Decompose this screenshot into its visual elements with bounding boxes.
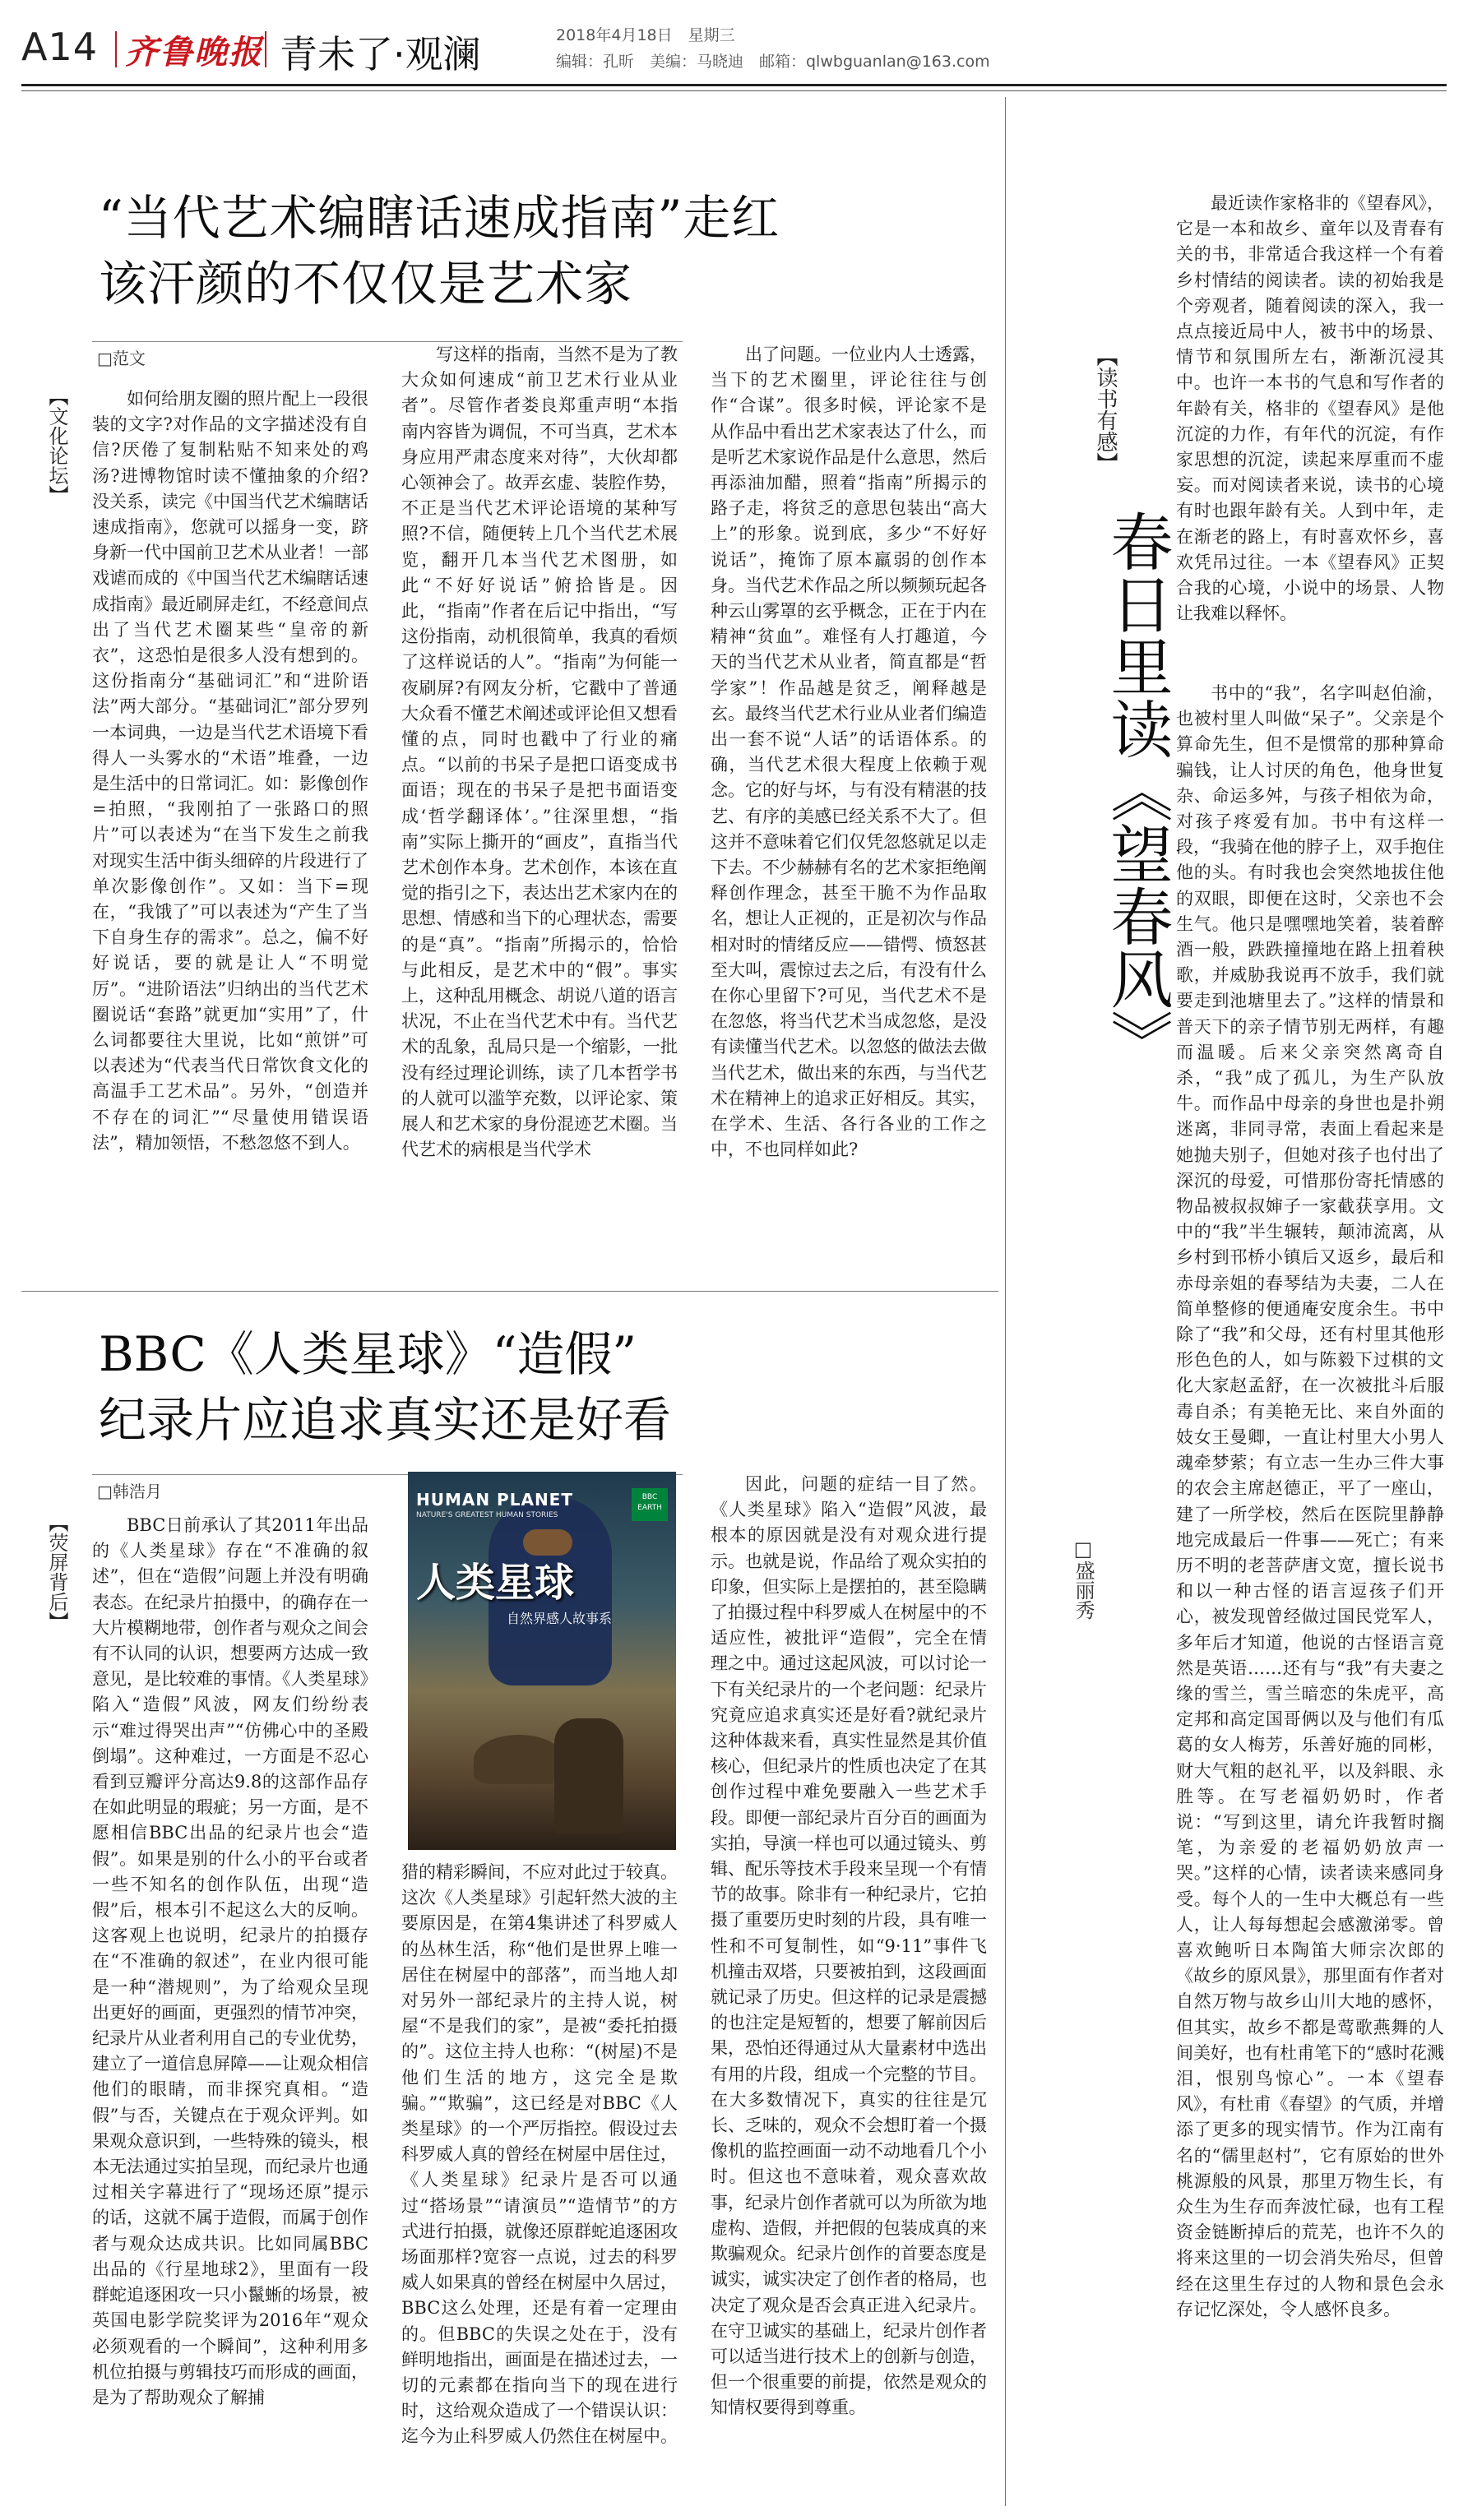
article1-title-line1: “当代艺术编瞎话速成指南”走红	[99, 190, 780, 246]
article2-col1-text: BBC日前承认了其2011年出品的《人类星球》存在“不准确的叙述”，但在“造假”问题上并没有明确表态。在纪录片拍摄中，的确存在一大片模糊地带，创作者与观众之间会有不认同的认识，想要两方达成一致意见，是比较难的事情。《人类星球》陷入“造假”风波，网友们纷纷表示“难过得哭出声”“仿佛心中的圣殿倒塌”。这种难过，一方面是不忍心看到豆瓣评分高达9.8的这部作品存在如此明显的瑕疵；另一方面，是不愿相信BBC出品的纪录片也会“造假”。如果是别的什么小的平台或者一些不知名的创作队伍，出现“造假”后，根本引不起这么大的反响。这客观上也说明，纪录片的拍摄存在“不准确的叙述”，在业内很可能是一种“潜规则”，为了给观众呈现出更好的画面，更强烈的情节冲突，纪录片从业者利用自己的专业优势，建立了一道信息屏障——让观众相信他们的眼睛，而非探究真相。“造假”与否，关键点在于观众评判。如果观众意识到，一些特殊的镜头，根本无法通过实拍呈现，而纪录片也通过相关字幕进行了“现场还原”提示的话，这就不属于造假，而属于创作者与观众达成共识。比如同属BBC出品的《行星地球2》，里面有一段群蛇追逐困攻一只小鬣蜥的场景，被英国电影学院奖评为2016年“观众必须观看的一个瞬间”，这种利用多机位拍摄与剪辑技巧而形成的画面，是为了帮助观众了解捕	[92, 1515, 368, 2407]
article1-col1-text: 如何给朋友圈的照片配上一段很装的文字?对作品的文字描述没有自信?厌倦了复制粘贴不知来处的鸡汤?进博物馆时读不懂抽象的介绍?没关系，读完《中国当代艺术编瞎话速成指南》，您就可以摇身一变，跻身新一代中国前卫艺术从业者！一部戏谑而成的《中国当代艺术编瞎话速成指南》最近刷屏走红，不经意间点出了当代艺术圈某些“皇帝的新衣”，这恐怕是很多人没有想到的。这份指南分“基础词汇”和“进阶语法”两大部分。“基础词汇”部分罗列一本词典，一边是当代艺术语境下看得人一头雾水的“术语”堆叠，一边是生活中的日常词汇。如：影像创作=拍照，“我刚拍了一张路口的照片”可以表述为“在当下发生之前我对现实生活中街头细碎的片段进行了单次影像创作”。又如：当下=现在，“我饿了”可以表述为“产生了当下自身生存的需求”。总之，偏不好好说话，要的就是让人“不明觉厉”。“进阶语法”归纳出的当代艺术圈说话“套路”就更加“实用”了，什么词都要往大里说，比如“煎饼”可以表述为“代表当代日常饮食文化的高温手工艺术品”。另外，“创造并不存在的词汇”“尽量使用错误语法”，精加领悟，不愁忽悠不到人。	[92, 389, 368, 1153]
article1-col2-text: 写这样的指南，当然不是为了教大众如何速成“前卫艺术行业从业者”。尽管作者娄良郑重声明“本指南内容皆为调侃，不可当真，艺术本身应用严肃态度来对待”，大伙却都心领神会了。故弄玄虚、装腔作势，不正是当代艺术评论语境的某种写照?不信，随便转上几个当代艺术展览，翻开几本当代艺术图册，如此“不好好说话”俯拾皆是。因此，“指南”作者在后记中指出，“写这份指南，动机很简单，我真的看烦了这样说话的人”。“指南”为何能一夜刷屏?有网友分析，它戳中了普通大众看不懂艺术阐述或评论但又想看懂的点，同时也戳中了行业的痛点。“以前的书呆子是把口语变成书面语；现在的书呆子是把书面语变成‘哲学翻译体’。”往深里想，“指南”实际上撕开的“画皮”，直指当代艺术创作本身。艺术创作，本该在直觉的指引之下，表达出艺术家内在的思想、情感和当下的心理状态，需要的是“真”。“指南”所揭示的，恰恰与此相反，是艺术中的“假”。事实上，这种乱用概念、胡说八道的语言状况，不止在当代艺术中有。当代艺术的乱象，乱局只是一个缩影，一批没有经过理论训练，读了几本哲学书的人就可以滥竽充数，以评论家、策展人和艺术家的身份混迹艺术圈。当代艺术的病根是当代学术	[401, 344, 678, 1160]
article1-col1	[92, 386, 368, 1283]
article3-byline: □盛丽秀	[1072, 1537, 1095, 1620]
article1-title-line2: 该汗颜的不仅仅是艺术家	[99, 256, 633, 312]
article2-column-label: 【荧屏背后】	[45, 1513, 68, 1631]
poster-eagle	[474, 1735, 564, 1784]
section-title: 青未了·观澜	[280, 32, 481, 76]
article1-col3	[711, 342, 987, 1283]
article2-byline: □韩浩月	[97, 1482, 162, 1501]
poster-bbc-badge: BBC EARTH	[632, 1488, 668, 1521]
article-separator	[21, 1291, 998, 1292]
article2-col1	[92, 1513, 368, 2499]
article2-col3	[711, 1472, 987, 2499]
masthead-divider-1	[115, 31, 117, 67]
article2-title-line2: 纪录片应追求真实还是好看	[99, 1392, 672, 1448]
poster-subtitle-en: NATURE'S GREATEST HUMAN STORIES	[416, 1511, 558, 1519]
masthead-rule-thick	[21, 84, 1447, 86]
article3-col-top	[1176, 191, 1444, 681]
poster-title-cn: 人类星球	[416, 1560, 575, 1606]
article3-col-top-text: 最近读作家格非的《望春风》，它是一本和故乡、童年以及青春有关的书，非常适合我这样一个有着乡村情结的阅读者。读的初始我是个旁观者，随着阅读的深入，我一点点接近局中人，被书中的场景、情节和氛围所左右，渐渐沉浸其中。也许一本书的气息和写作者的年龄有关，格非的《望春风》是他沉淀的力作，有年代的沉淀，有作家思想的沉淀，读起来厚重而不虚妄。而对阅读者来说，读书的心境有时也跟年龄有关。人到中年，走在渐老的路上，有时喜欢怀乡，喜欢凭吊过往。一本《望春风》正契合我的心境，小说中的场景、人物让我难以释怀。	[1176, 193, 1444, 624]
article3-col-bottom	[1176, 681, 1444, 2498]
article3-title: 春日里读《望春风》	[1100, 510, 1174, 1072]
article2-col2-text: 猎的精彩瞬间，不应对此过于较真。这次《人类星球》引起轩然大波的主要原因是，在第4集讲述了科罗威人的丛林生活，称“他们是世界上唯一居住在树屋中的部落”，而当地人却对另外一部纪录片的主持人说，树屋“不是我们的家”，是被“委托拍摄的”。这位主持人也称：“(树屋)不是他们生活的地方，这完全是欺骗。”“欺骗”，这已经是对BBC《人类星球》的一个严厉指控。假设过去科罗威人真的曾经在树屋中居住过，《人类星球》纪录片是否可以通过“搭场景”“请演员”“造情节”的方式进行拍摄，就像还原群蛇追逐困攻场面那样?宽容一点说，过去的科罗威人如果真的曾经在树屋中久居过，BBC这么处理，还是有着一定理由的。但BBC的失误之处在于，没有鲜明地指出，画面是在描述过去，一切的元素都在指向当下的现在进行时，这给观众造成了一个错误认识：迄今为止科罗威人仍然住在树屋中。	[401, 1862, 678, 2447]
masthead-divider-2	[265, 31, 266, 67]
article2-col2	[401, 1860, 678, 2501]
poster-horse	[554, 1718, 623, 1833]
masthead-rule-thin	[21, 90, 1447, 91]
poster-tagline-cn: 自然界感人故事系	[507, 1611, 613, 1626]
article1-col3-text: 出了问题。一位业内人士透露，当下的艺术圈里，评论往往与创作“合谋”。很多时候，评论家不是从作品中看出艺术家表达了什么，而是听艺术家说作品是什么意思，然后再添油加醋，照着“指南”所揭示的路子走，将贫乏的意思包装出“高大上”的形象。说到底，多少“不好好说话”，掩饰了原本羸弱的创作本身。当代艺术作品之所以频频玩起各种云山雾罩的玄乎概念，正在于内在精神“贫血”。难怪有人打趣道，今天的当代艺术从业者，简直都是“哲学家”！作品越是贫乏，阐释越是玄。最终当代艺术行业从业者们编造出一套不说“人话”的话语体系。的确，当代艺术很大程度上依赖于观念。它的好与坏，与有没有精湛的技艺、有序的美感已经关系不大了。但这并不意味着它们仅凭忽悠就足以走下去。不少赫赫有名的艺术家拒绝阐释创作理念，甚至干脆不为作品取名，想让人正视的，正是初次与作品相对时的情绪反应——错愕、愤怒甚至大叫，震惊过去之后，有没有什么在你心里留下?可见，当代艺术不是在忽悠，将当代艺术当成忽悠，是没有读懂当代艺术。以忽悠的做法去做当代艺术，做出来的东西，与当代艺术在精神上的追求正好相反。其实，在学术、生活、各行各业的工作之中，不也同样如此?	[711, 344, 987, 1160]
article3-col-bottom-text: 书中的“我”，名字叫赵伯渝，也被村里人叫做“呆子”。父亲是个算命先生，但不是惯常的那种算命骗钱，让人讨厌的角色，他身世复杂、命运多舛，与孩子相依为命，对孩子疼爱有加。书中有这样一段，“我骑在他的脖子上，双手抱住他的头。有时我也会突然地拔住他的双眼，即便在这时，父亲也不会生气。他只是嘿嘿地笑着，装着醉酒一般，跌跌撞撞地在路上扭着秧歌，并威胁我说再不放手，我们就要走到池塘里去了。”这样的情景和普天下的亲子情节别无两样，有趣而温暖。后来父亲突然离奇自杀，“我”成了孤儿，为生产队放牛。而作品中母亲的身世也是扑朔迷离，非同寻常，表面上看起来是她抛夫别子，但她对孩子也付出了深沉的母爱，可惜那份寄托情感的物品被叔叔婶子一家截获享用。文中的“我”半生辗转，颠沛流离，从乡村到邗桥小镇后又返乡，最后和赤母亲姐的春琴结为夫妻，二人在简单整修的便通庵安度余生。书中除了“我”和父母，还有村里其他形形色色的人，如与陈毅下过棋的文化大家赵孟舒，在一次被批斗后服毒自杀；有美艳无比、来自外面的妓女王曼卿，一直让村里大小男人魂牵梦萦；有立志一生办三件大事的农会主席赵德正，平了一座山，建了一所学校，然后在医院里静静地完成最后一件事——死亡；有来历不明的老菩萨唐文宽，擅长说书和以一种古怪的语言逗孩子们开心，被发现曾经做过国民党军人，多年后才知道，他说的古怪语言竟然是英语……还有与“我”有夫妻之缘的雪兰，雪兰暗恋的朱虎平，高定邦和高定国哥俩以及与他们有瓜葛的女人梅芳，乐善好施的同彬，财大气粗的赵礼平，以及斜眼、永胜等。在写老福奶奶时，作者说：“写到这里，请允许我暂时搁笔，为亲爱的老福奶奶放声一哭。”这样的心情，读者读来感同身受。每个人的一生中大概总有一些人，让人每每想起会感激涕零。曾喜欢鲍听日本陶笛大师宗次郎的《故乡的原风景》，那里面有作者对自然万物与故乡山川大地的感怀，但其实，故乡不都是莺歌燕舞的人间美好，也有杜甫笔下的“感时花溅泪，恨别鸟惊心”。一本《望春风》，有杜甫《春望》的气质，并增添了更多的现实情节。作为江南有名的“儒里赵村”，它有原始的世外桃源般的风景，那里万物生长，有众生为生存而奔波忙碌，也有工程资金链断掉后的荒芜，也许不久的将来这里的一切会消失殆尽，但曾经在这里生存过的人物和景色会永存记忆深处，令人感怀良多。	[1176, 683, 1444, 2319]
article3-column-label: 【读书有感】	[1093, 345, 1118, 474]
article1-column-label: 【文化论坛】	[45, 386, 68, 505]
article2-col3-text: 因此，问题的症结一目了然。《人类星球》陷入“造假”风波，最根本的原因就是没有对观众进行提示。也就是说，作品给了观众实拍的印象，但实际上是摆拍的，甚至隐瞒了拍摄过程中科罗威人在树屋中的不适应性，被批评“造假”，完全在情理之中。通过这起风波，可以讨论一下有关纪录片的一个老问题：纪录片究竟应追求真实还是好看?就纪录片这种体裁来看，真实性显然是其价值核心，但纪录片的性质也决定了在其创作过程中难免要融入一些艺术手段。即便一部纪录片百分百的画面为实拍，导演一样也可以通过镜头、剪辑、配乐等技术手段来呈现一个有情节的故事。除非有一种纪录片，它拍摄了重要历史时刻的片段，具有唯一性和不可复制性，如“9·11”事件飞机撞击双塔，只要被拍到，这段画面就记录了历史。但这样的记录是震撼的也注定是短暂的，想要了解前因后果，恐怕还得通过从大量素材中选出有用的片段，组成一个完整的节目。在大多数情况下，真实的往往是冗长、乏味的，观众不会想盯着一个摄像机的监控画面一动不动地看几个小时。但这也不意味着，观众喜欢故事，纪录片创作者就可以为所欲为地虚构、造假，并把假的包装成真的来欺骗观众。纪录片创作的首要态度是诚实，诚实决定了创作者的格局，也决定了观众是否会真正进入纪录片。在守卫诚实的基础上，纪录片创作者可以适当进行技术上的创新与创造，但一个很重要的前提，依然是观众的知情权要得到尊重。	[711, 1474, 987, 2418]
article2-title-line1: BBC《人类星球》“造假”	[99, 1326, 637, 1382]
issue-date: 2018年4月18日 星期三	[556, 26, 735, 44]
right-column-divider	[1005, 97, 1006, 2506]
poster-brand-top: HUMAN PLANET	[416, 1490, 573, 1510]
page-number: A14	[21, 25, 99, 69]
paper-name-logo: 齐鲁晚报	[125, 33, 263, 72]
article1-byline: □范文	[97, 349, 146, 368]
article1-col2	[401, 342, 678, 1283]
human-planet-poster	[408, 1472, 676, 1850]
editor-credits: 编辑：孔昕 美编：马晓迪 邮箱：qlwbguanlan@163.com	[556, 53, 990, 71]
